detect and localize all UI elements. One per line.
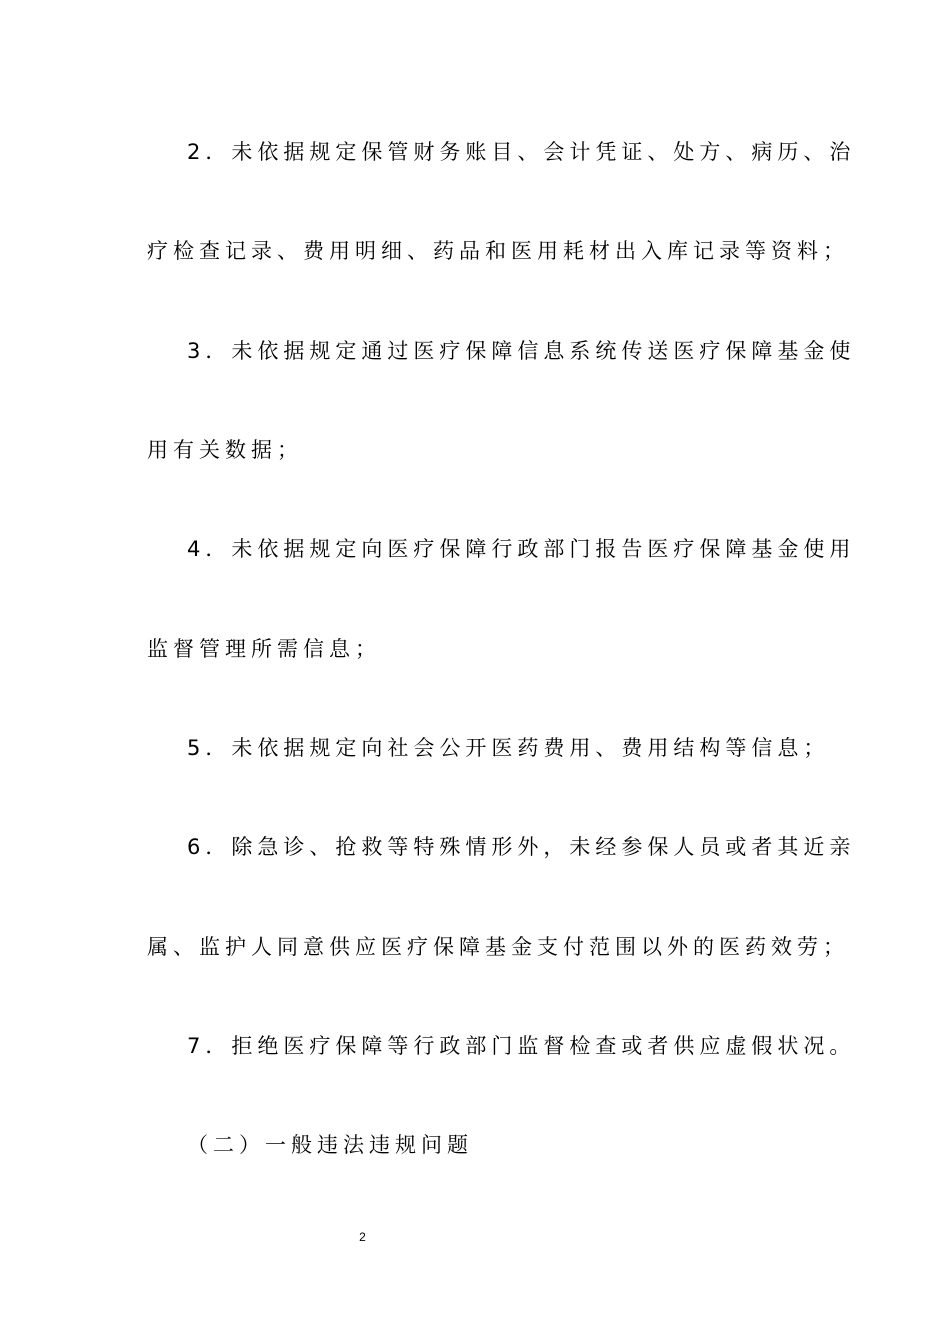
paragraph-item-3-line-2: 用有关数据； (147, 438, 303, 462)
paragraph-item-7: 7．拒绝医疗保障等行政部门监督检查或者供应虚假状况。 (187, 1034, 856, 1058)
page-number: 2 (359, 1230, 366, 1244)
paragraph-item-3-line-1: 3．未依据规定通过医疗保障信息系统传送医疗保障基金使 (187, 339, 856, 363)
paragraph-item-4-line-2: 监督管理所需信息； (147, 637, 381, 661)
paragraph-item-6-line-1: 6．除急诊、抢救等特殊情形外，未经参保人员或者其近亲 (187, 835, 856, 859)
paragraph-item-2-line-2: 疗检查记录、费用明细、药品和医用耗材出入库记录等资料； (147, 239, 849, 263)
paragraph-item-2-line-1: 2．未依据规定保管财务账目、会计凭证、处方、病历、治 (187, 140, 856, 164)
paragraph-item-4-line-1: 4．未依据规定向医疗保障行政部门报告医疗保障基金使用 (187, 537, 856, 561)
paragraph-item-5: 5．未依据规定向社会公开医药费用、费用结构等信息； (187, 736, 830, 760)
paragraph-item-6-line-2: 属、监护人同意供应医疗保障基金支付范围以外的医药效劳； (147, 935, 849, 959)
section-heading: （二）一般违法违规问题 (187, 1133, 473, 1157)
